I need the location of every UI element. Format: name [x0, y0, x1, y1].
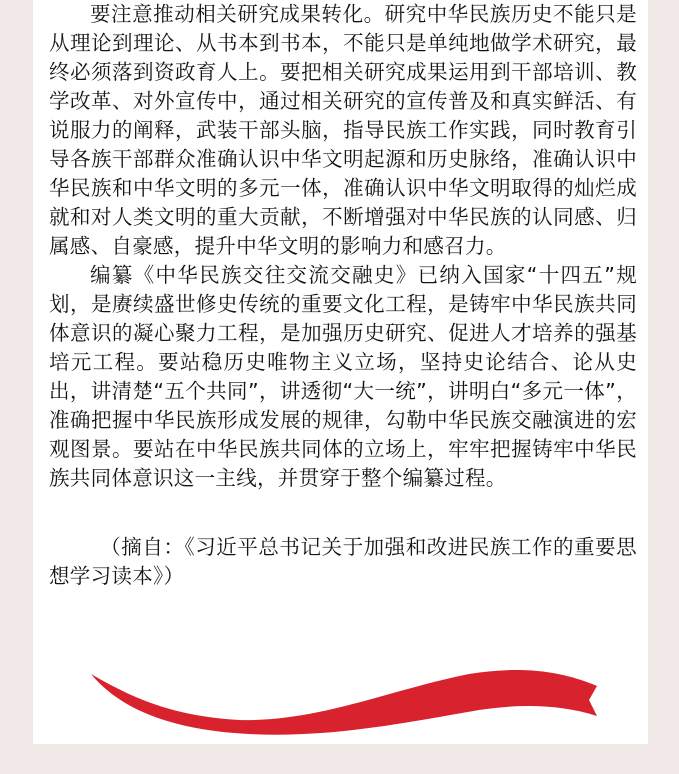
source-citation: （摘自：《习近平总书记关于加强和改进民族工作的重要思想学习读本》） — [49, 535, 637, 588]
paragraph-compilation: 编纂《中华民族交往交流交融史》已纳入国家“十四五”规划，是赓续盛世修史传统的重要文化工程，是铸牢中华民族共同体意识的凝心聚力工程，是加强历史研究、促进人才培养的强基培元工程。要站稳历史唯物主义立场，坚持史论结合、论从史出，讲清楚“五个共同”，讲透彻“大一统”，讲明白“多元一体”，准确把握中华民族形成发展的规律，勾勒中华民族交融演进的宏观图景。要站在中华民族共同体的立场上，牢牢把握铸牢中华民族共同体意识这一主线，并贯穿于整个编纂过程。 — [49, 263, 637, 490]
red-ribbon-icon — [89, 650, 599, 740]
article-body — [49, 0, 637, 591]
article-card — [33, 0, 648, 744]
paragraph-research-transformation: 要注意推动相关研究成果转化。研究中华民族历史不能只是从理论到理论、从书本到书本，不能只是单纯地做学术研究，最终必须落到资政育人上。要把相关研究成果运用到干部培训、教学改革、对外宣传中，通过相关研究的宣传普及和真实鲜活、有说服力的阐释，武装干部头脑，指导民族工作实践，同时教育引导各族干部群众准确认识中华文明起源和历史脉络，准确认识中华民族和中华文明的多元一体，准确认识中华文明取得的灿烂成就和对人类文明的重大贡献，不断增强对中华民族的认同感、归属感、自豪感，提升中华文明的影响力和感召力。 — [49, 2, 637, 258]
